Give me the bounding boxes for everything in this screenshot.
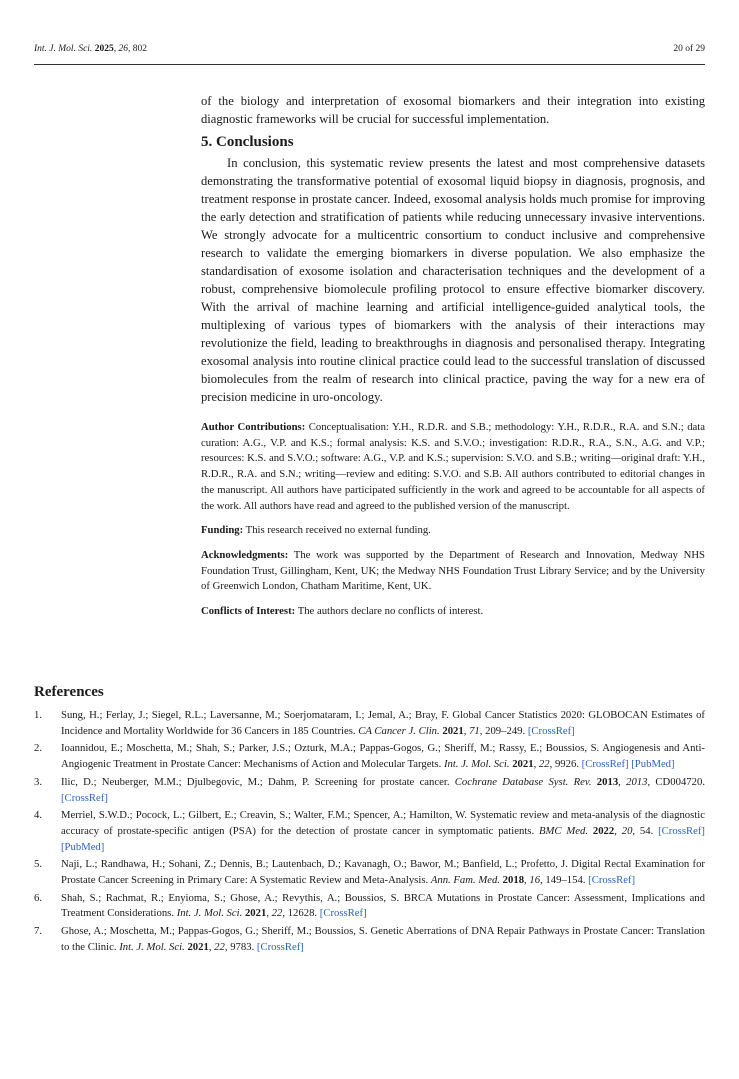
reference-item: 7. Ghose, A.; Moschetta, M.; Pappas-Gogos, G.; Sheriff, M.; Boussios, S. Genetic Aberrations of DNA Repair Pathways in Prostate Cancer: Translation to the Clinic. Int. J. Mol. Sci. 2021, 22, 9783. [CrossRef] <box>34 925 705 953</box>
reference-authors-title: Naji, L.; Randhawa, H.; Sohani, Z.; Dennis, B.; Lautenbach, D.; Kavanagh, O.; Bawor, M.; Banfield, L.; Profetto, J. Digital Rectal Examination for Prostate Cancer Screening in Primary Care: A Systematic Review and Meta-Analysis. <box>61 858 705 887</box>
reference-pages: , 9926. <box>549 758 582 771</box>
header-rule <box>34 64 705 65</box>
reference-volume: 22 <box>271 907 283 920</box>
reference-journal: Ann. Fam. Med. <box>430 874 500 887</box>
continuation-paragraph: of the biology and interpretation of exosomal biomarkers and their integration into existing diagnostic frameworks will be crucial for successful implementation. <box>201 94 705 126</box>
reference-journal: Cochrane Database Syst. Rev. <box>454 775 592 788</box>
reference-journal: Int. J. Mol. Sci. <box>176 907 243 920</box>
reference-authors-title: Sung, H.; Ferlay, J.; Siegel, R.L.; Laversanne, M.; Soerjomataram, I.; Jemal, A.; Bray, F. Global Cancer Statistics 2020: GLOBOCAN Estimates of Incidence and Mortality Worldwide for 36 Cancers in 185 Countries. <box>61 709 705 737</box>
reference-pages: , 149–154. <box>540 874 589 887</box>
reference-authors-title: Ioannidou, E.; Moschetta, M.; Shah, S.; Parker, J.S.; Ozturk, M.A.; Pappas-Gogos, G.; Sheriff, M.; Rassy, E.; Boussios, S. Angiogenesis and Anti-Angiogenic Treatment in Prostate Cancer: Mechanisms of Action and Molecular Targets. <box>61 742 705 771</box>
references-list <box>34 708 705 958</box>
reference-number: 6. <box>34 891 43 904</box>
reference-number: 3. <box>34 775 43 788</box>
crossref-link[interactable]: [CrossRef] <box>658 824 705 837</box>
main-body <box>201 92 705 629</box>
reference-item: 1. Sung, H.; Ferlay, J.; Siegel, R.L.; Laversanne, M.; Soerjomataram, I.; Jemal, A.; Bray, F. Global Cancer Statistics 2020: GLOBOCAN Estimates of Incidence and Mortality Worldwide for 36 Cancers in 185 Countries. CA Cancer J. Clin. 2021, 71, 209–249. [CrossRef] <box>34 709 705 737</box>
pubmed-link[interactable]: [PubMed] <box>61 840 105 853</box>
acknowledgments <box>201 548 705 595</box>
journal-article: 802 <box>132 44 147 54</box>
pubmed-link[interactable]: [PubMed] <box>631 758 675 771</box>
reference-volume: 71 <box>469 724 480 737</box>
crossref-link[interactable]: [CrossRef] <box>581 758 629 771</box>
reference-volume: 22 <box>538 758 550 771</box>
conflicts-text: The authors declare no conflicts of interest. <box>297 605 484 618</box>
reference-pages: , 209–249. <box>479 724 528 737</box>
author-contributions-label: Author Contributions: <box>201 421 306 433</box>
reference-number: 1. <box>34 709 43 721</box>
journal-volume: 26 <box>118 44 128 54</box>
author-contributions <box>201 420 705 514</box>
reference-year: 2021 <box>442 724 464 737</box>
reference-journal: BMC Med. <box>538 824 589 837</box>
reference-authors-title: Shah, S.; Rachmat, R.; Enyioma, S.; Ghose, A.; Revythis, A.; Boussios, S. BRCA Mutations in Prostate Cancer: Assessment, Implications and Treatment Considerations. <box>61 891 705 920</box>
reference-pages: , 9783. <box>224 940 257 953</box>
reference-journal: CA Cancer J. Clin. <box>358 724 440 737</box>
acknowledgments-text: The work was supported by the Department of Research and Innovation, Medway NHS Foundation Trust, Gillingham, Kent, UK; the Medway NHS Foundation Trust Library Service; and by the University of Greenwich London, Chatham Maritime, Kent, UK. <box>201 548 705 593</box>
crossref-link[interactable]: [CrossRef] <box>319 907 367 920</box>
reference-year: 2013 <box>596 775 619 788</box>
reference-volume: 22 <box>214 940 225 953</box>
acknowledgments-label: Acknowledgments: <box>201 548 289 561</box>
journal-citation: Int. J. Mol. Sci. 2025, 26, 802 <box>34 44 147 54</box>
reference-year: 2021 <box>187 940 209 953</box>
reference-number: 7. <box>34 925 43 938</box>
funding-text: This research received no external funding. <box>245 524 431 537</box>
conclusions-paragraph: In conclusion, this systematic review presents the latest and most comprehensive datasets demonstrating the transformative potential of exosomal liquid biopsy in diagnosis, prognosis, and treatment response in prostate cancer. Indeed, exosomal analysis holds much promise for improving the early detection and stratification of patients while reducing unnecessary invasive interventions. We strongly advocate for a multicentric consortium to conduct inclusive and comprehensive research to validate the emerging biomarkers in diverse population. We also emphasize the standardisation of exosome isolation and characterisation techniques and the development of a robust, comprehensive biomolecule profiling protocol to ensure effective biomarker discovery. With the arrival of machine learning and artificial intelligence-guided analytical tools, the multiplexing of various types of biomarkers with the analysis of their interactions may revolutionize the field, leading to breakthroughs in diagnosis and personalised therapy. Integrating exosomal analysis into routine clinical practice could lead to the successful translation of discussed biomolecules from the realm of research into clinical practice, paving the way for a new era of precision medicine in uro-oncology. <box>201 156 705 404</box>
reference-item: 4. Merriel, S.W.D.; Pocock, L.; Gilbert, E.; Creavin, S.; Walter, F.M.; Spencer, A.; Hamilton, W. Systematic review and meta-analysis of the diagnostic accuracy of prostate-specific antigen (PSA) for the detection of prostate cancer in symptomatic patients. BMC Med. 2022, 20, 54. [CrossRef] [PubMed] <box>34 809 705 853</box>
reference-year: 2021 <box>512 758 534 771</box>
reference-item: 5. Naji, L.; Randhawa, H.; Sohani, Z.; Dennis, B.; Lautenbach, D.; Kavanagh, O.; Bawor, M.; Banfield, L.; Profetto, J. Digital Rectal Examination for Prostate Cancer Screening in Primary Care: A Systematic Review and Meta-Analysis. Ann. Fam. Med. 2018, 16, 149–154. [CrossRef] <box>34 858 705 887</box>
reference-pages: , CD004720. <box>647 775 706 788</box>
reference-year: 2022 <box>592 824 615 837</box>
reference-volume: 20 <box>621 824 633 837</box>
reference-number: 4. <box>34 809 43 822</box>
reference-pages: , 54. <box>632 824 659 837</box>
running-header <box>34 44 705 66</box>
crossref-link[interactable]: [CrossRef] <box>61 791 108 804</box>
reference-number: 5. <box>34 858 43 871</box>
reference-item: 6. Shah, S.; Rachmat, R.; Enyioma, S.; Ghose, A.; Revythis, A.; Boussios, S. BRCA Mutations in Prostate Cancer: Assessment, Implications and Treatment Considerations. Int. J. Mol. Sci. 2021, 22, 12628. [CrossRef] <box>34 891 705 920</box>
reference-year: 2018 <box>502 874 525 887</box>
reference-journal: Int. J. Mol. Sci. <box>119 940 185 953</box>
crossref-link[interactable]: [CrossRef] <box>527 724 575 737</box>
section-heading: 5. Conclusions <box>201 134 294 150</box>
reference-item: 2. Ioannidou, E.; Moschetta, M.; Shah, S.; Parker, J.S.; Ozturk, M.A.; Pappas-Gogos, G.; Sheriff, M.; Rassy, E.; Boussios, S. Angiogenesis and Anti-Angiogenic Treatment in Prostate Cancer: Mechanisms of Action and Molecular Targets. Int. J. Mol. Sci. 2021, 22, 9926. [CrossRef] [PubMed] <box>34 742 705 771</box>
back-matter <box>201 420 705 620</box>
conflicts-of-interest <box>201 604 705 620</box>
funding <box>201 523 705 539</box>
reference-journal: Int. J. Mol. Sci. <box>443 758 510 771</box>
reference-number: 2. <box>34 742 43 755</box>
crossref-link[interactable]: [CrossRef] <box>256 940 304 953</box>
reference-authors-title: Ghose, A.; Moschetta, M.; Pappas-Gogos, G.; Sheriff, M.; Boussios, S. Genetic Aberrations of DNA Repair Pathways in Prostate Cancer: Translation to the Clinic. <box>61 925 705 953</box>
reference-volume: 16 <box>529 874 541 887</box>
journal-year: 2025 <box>94 44 114 54</box>
reference-year: 2021 <box>244 907 267 920</box>
reference-authors-title: Merriel, S.W.D.; Pocock, L.; Gilbert, E.; Creavin, S.; Walter, F.M.; Spencer, A.; Hamilton, W. Systematic review and meta-analysis of the diagnostic accuracy of prostate-specific antigen (PSA) for the detection of prostate cancer in symptomatic patients. <box>61 809 705 837</box>
references-heading: References <box>34 684 104 700</box>
reference-authors-title: Ilic, D.; Neuberger, M.M.; Djulbegovic, M.; Dahm, P. Screening for prostate cancer. <box>61 775 455 788</box>
funding-label: Funding: <box>201 524 244 537</box>
reference-volume: 2013 <box>626 775 648 788</box>
reference-item: 3. Ilic, D.; Neuberger, M.M.; Djulbegovic, M.; Dahm, P. Screening for prostate cancer. Cochrane Database Syst. Rev. 2013, 2013, CD004720. [CrossRef] <box>34 775 706 804</box>
journal-abbrev: Int. J. Mol. Sci. <box>34 44 93 54</box>
page-number: 20 of 29 <box>673 44 705 54</box>
reference-pages: , 12628. <box>282 907 320 920</box>
conflicts-label: Conflicts of Interest: <box>201 605 296 618</box>
author-contributions-text: Conceptualisation: Y.H., R.D.R. and S.B.; methodology: Y.H., R.D.R., R.A. and S.N.; data curation: A.G., V.P. and K.S.; formal analysis: K.S. and S.V.O.; investigation: R.D.R., R.A., S.N., A.G. and V.P.; resources: K.S. and S.V.O.; software: A.G., V.P. and K.S.; supervision: S.V.O. and S.B.; writing—original draft: Y.H., R.D.R., R.A. and S.N.; writing—review and editing: S.V.O. and S.B. All authors contributed to editorial changes in the manuscript. All authors have participated sufficiently in the work and agreed to be accountable for all aspects of the work. All authors have read and agreed to the published version of the manuscript. <box>201 421 705 512</box>
crossref-link[interactable]: [CrossRef] <box>588 874 636 887</box>
